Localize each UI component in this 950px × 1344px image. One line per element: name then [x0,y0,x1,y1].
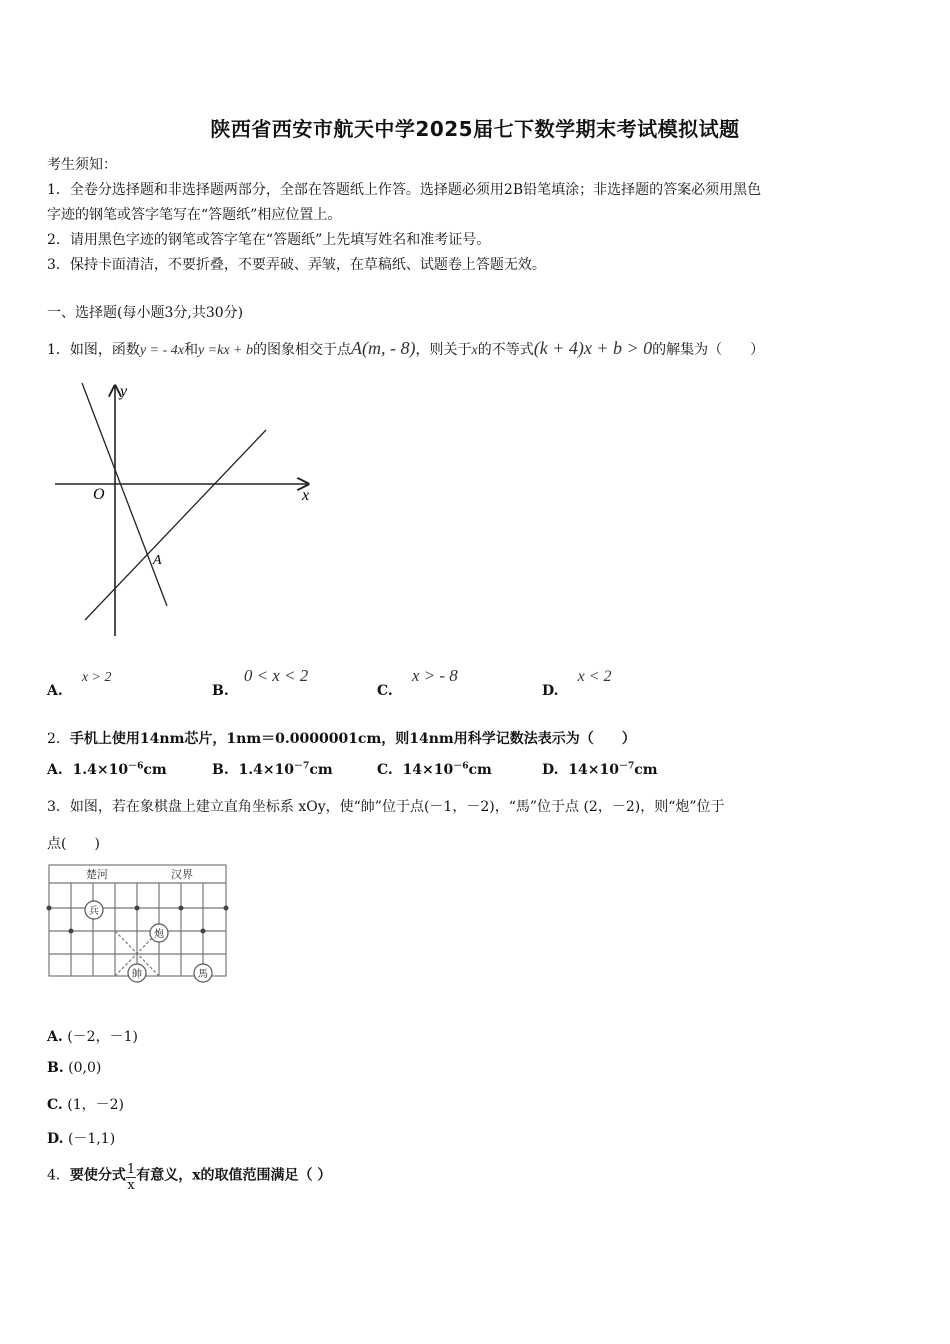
option-text: (1，－2) [67,1097,124,1113]
option-letter: A. [47,762,63,778]
option-letter: D. [542,683,559,699]
option-base: 1.4×10 [72,762,129,778]
q1-var: x [471,343,478,358]
option-letter: C. [377,762,393,778]
piece-pao [150,924,168,942]
option-text: x > 2 [81,670,112,685]
piece-pao-label: 炮 [154,929,164,940]
option-letter: B. [212,762,229,778]
piece-ma-label: 馬 [198,969,208,980]
board-label-chuhe: 楚河 [86,868,108,881]
fraction-numerator: 1 [126,1162,136,1177]
page-title: 陕西省西安市航天中学2025届七下数学期末考试模拟试题 [210,117,740,141]
q1-mid3: 的不等式 [477,342,534,358]
question-3-line-2: 点( ) [47,836,100,852]
q2-option-b[interactable] [212,762,333,778]
q1-func1: y = - 4x [139,343,184,358]
q2-option-d[interactable] [542,762,658,778]
notice-heading: 考生须知： [47,157,117,173]
notice-line-2: 2．请用黑色字迹的钢笔或答字笔在“答题纸”上先填写姓名和准考证号。 [47,232,491,248]
option-letter: B. [47,1060,64,1076]
q3-option-c[interactable] [47,1094,124,1114]
piece-shuai-label: 帥 [132,969,142,980]
option-exponent: －7 [618,761,635,772]
option-base: 14×10 [402,762,454,778]
option-text: (0,0) [68,1060,102,1076]
option-text: 0 < x < 2 [243,666,309,685]
piece-ma [194,964,212,982]
q4-number: 4． [47,1167,70,1184]
q1-inequality: (k + 4)x + b > 0 [533,338,653,358]
point-a-label: A [153,553,162,568]
piece-bing [85,901,103,919]
x-axis-label: x [302,487,310,504]
chess-board [46,863,230,985]
option-exponent: －6 [128,761,144,772]
option-letter: C. [47,1097,63,1113]
q3-option-b[interactable] [47,1060,101,1076]
fraction-denominator: x [127,1178,135,1193]
q4-pre: 要使分式 [69,1167,126,1184]
notice-line-1b: 字迹的钢笔或答字笔写在“答题纸”相应位置上。 [47,207,342,223]
option-letter: D. [542,762,559,778]
option-text: (－1,1) [67,1131,116,1147]
q1-graph [50,378,320,643]
q3-option-a[interactable] [47,1026,138,1046]
option-exponent: －6 [453,761,469,772]
option-unit: cm [143,762,167,778]
option-unit: cm [309,762,333,778]
q4-fraction [126,1162,136,1193]
q1-option-c[interactable] [377,666,458,699]
notice-line-1a: 1．全卷分选择题和非选择题两部分，全部在答题纸上作答。选择题必须用2B铅笔填涂；非选择题的答案必须用黑色 [47,182,762,198]
option-unit: cm [634,762,658,778]
q2-number: 2． [47,731,70,747]
line-kx-plus-b [85,430,266,620]
option-letter: A. [47,683,63,699]
q3-option-d[interactable] [47,1128,115,1148]
q2-option-a[interactable] [47,762,167,778]
question-2-stem [47,728,636,748]
piece-bing-label: 兵 [89,906,99,917]
piece-shuai [128,964,146,982]
notice-line-3: 3．保持卡面清洁，不要折叠，不要弄破、弄皱，在草稿纸、试题卷上答题无效。 [47,257,546,273]
option-letter: C. [377,683,393,699]
origin-label: O [93,486,105,503]
q1-point: A(m, - 8) [351,338,416,358]
q1-option-d[interactable] [542,666,612,699]
option-text: (－2，－1) [67,1029,138,1045]
option-unit: cm [468,762,492,778]
q1-mid: 的图象相交于点 [253,342,352,358]
q1-mid2: ，则关于 [415,342,472,358]
board-label-hanjie: 汉界 [171,868,193,881]
q4-post: 有意义，x的取值范围满足（ ） [136,1167,332,1184]
option-exponent: －7 [294,761,310,772]
y-axis-label: y [120,383,128,400]
option-letter: D. [47,1131,64,1147]
q1-prefix: 1．如图，函数 [47,342,140,358]
question-1-stem [47,338,764,359]
option-letter: B. [212,683,229,699]
q1-func2: y =kx + b [197,343,254,358]
q1-and: 和 [183,342,198,358]
option-text: x > - 8 [411,666,458,685]
q1-suffix: 的解集为（ ） [652,342,765,358]
question-4-stem [47,1160,331,1191]
q2-option-c[interactable] [377,762,492,778]
q1-option-a[interactable] [47,666,112,699]
section-heading: 一、选择题(每小题3分,共30分) [47,305,244,321]
q2-text: 手机上使用14nm芯片，1nm＝0.0000001cm，则14nm用科学记数法表示为（ ） [69,731,636,747]
option-text: x < 2 [577,668,612,685]
option-base: 1.4×10 [238,762,295,778]
option-letter: A. [47,1029,63,1045]
option-base: 14×10 [568,762,619,778]
q1-option-b[interactable] [212,666,309,699]
question-3-line-1: 3．如图，若在象棋盘上建立直角坐标系 xOy，使“帥”位于点(－1，－2)，“馬”位于点 (2，－2)，则“炮”位于 [47,799,725,815]
